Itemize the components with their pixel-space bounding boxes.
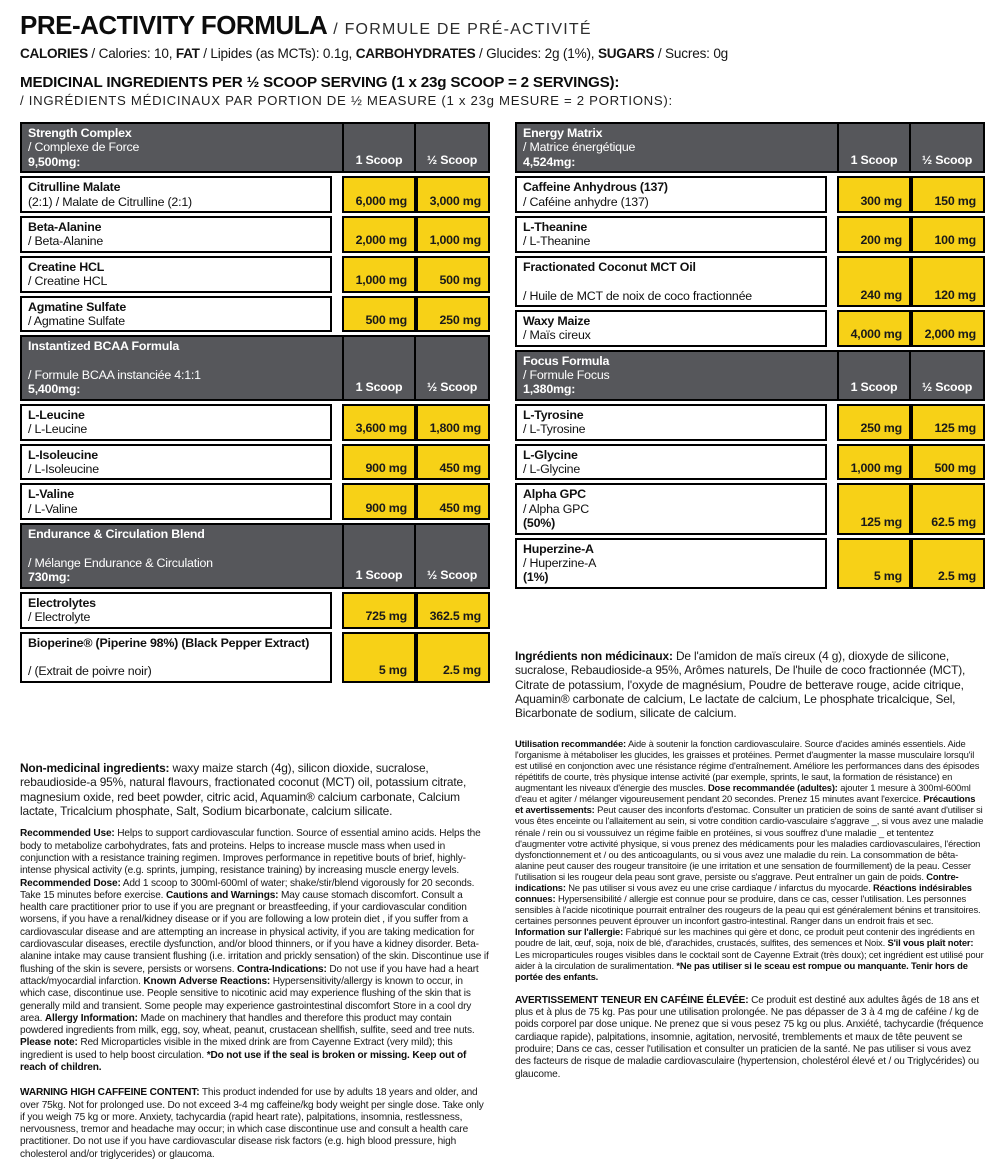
recommended-use-text: Recommended Use: Helps to support cardiovascular function. Source of essential amino acids. Helps the body to metabolize carbohydrates, fats and proteins. Helps to increase muscle mass when used in conjunction with a resistance training regimen. Improves performance in repetitive bouts of brief, highly-intense physical activity (e.g. sprints, jumping, resistance training) by increasing muscle energy levels. Recommended Dose: Add 1 scoop to 300ml-600ml of water; shake/stir/blend vigorously for 20 seconds. Take 15 minutes before exercise. Cautions and Warnings: May cause stomach discomfort. Consult a health care practitioner prior to use if you are pregnant or breastfeeding, if your cardiovascular condition worsens, if you have a renal/kidney disease or if you are following a low protein diet , if you suffer from a cardiovascular disease and are attempting an increase in physical activity, if you are taking medication for cardiovascular diseases, erectile dysfunction, and/or blood thinners, or if you have a kidney disorder. Beta-alanine intake may cause transient flushing (i.e. irritation and prickly sensation) of the skin. Discontinue use if flushing of the skin is severe, persists or worsens. Contra-Indications: Do not use if you have had a heart attack/myocardial infarction. Known Adverse Reactions: Hypersensitivity/allergy is known to occur, in which case, discontinue use. People sensitive to nicotinic acid may experience flushing of the skin that is generally mild and transient. Some people may experience gastrointestinal discomfort Store in a cool dry area. Allergy Information: Made on machinery that handles and therefore this product may contain powdered ingredients from milk, egg, soy, wheat, peanut, crustacean shellfish, sulfite, seed and tree nuts. Please note: Red Microparticles visible in the mixed drink are from Cayenne Extract (very mild); this ingredient is used to help boost circulation. *Do not use if the seal is broken or missing. Keep out of reach of children. bbox=[20, 828, 489, 1073]
column-gap bbox=[332, 296, 342, 333]
recommended-use-text-fr: Utilisation recommandée: Aide à soutenir la fonction cardiovasculaire. Source d'acides aminés essentiels. Aide l'organisme à métaboliser les glucides, les graisses et protéines. Permet d'augmenter la masse musculaire lorsqu'il est utilisé en conjonction avec une résistance régime d'entraînement. Améliore les performances dans des épisodes répétitifs de courte, très physique intense activité (par exemple, sprints, le saut, la formation de résistance) en augmentant les niveaux d'énergie des muscles. Dose recommandée (adultes): ajouter 1 mesure à 300ml-600ml d'eau et agiter / mélanger vigoureusement pendant 20 secondes. Prenez 15 minutes avant l'exercice. Précautions et avertissements: Peut causer des inconforts d'estomac. Consulter un praticien de soins de santé avant d'utiliser si vous êtes enceinte ou l'allaitement au sein, si votre condition cardio-vasculaire s'aggrave _, si vous avez une maladie rénale / rein ou si voussuivez un régime faible en protéines, si vous souffrez d'une maladie _ et tententez d'augmenter votre activité physique, si vous prenez des médicaments pour les maladies cardiovasculaires, l'érection dysfonctionnement et / ou des anticoagulants, ou si vous avez une maladie du rein. La consommation de bêta-alanine peut causer des rougeur transitoire (ie une irritation et une sensation de fourmillement) de la peau. Cesser l'utilisation si les rougeur dela peau sont grave, persiste ou s'aggrave. Peut entraîner un gain de poids. Contre-indications: Ne pas utiliser si vous avez eu une crise cardiaque / infarctus du myocarde. Réactions indésirables connues: Hypersensibilité / allergie est connue pour se produire, dans ce cas, cesser l'utilisation. Les personnes sensibles à l'acide nicotinique pourrait entraîner des rougeurs de la peau qui est généralement bénins et transitoires. certaines personnes peuvent éprouver un inconfort gastro-intestinal. Ranger dans un endroit frais et sec. Information sur l'allergie: Fabriqué sur les machines qui gère et donc, ce produit peut contenir des ingrédients en poudre de lait, œuf, soja, noix de blé, d'arachides, crustacés, sulfites, des semences et Noix. S'il vous plaît noter: Les microparticules rouges visibles dans le cocktail sont de Cayenne Extrait (très doux); cet ingrédient est utilisé pour aider à la circulation de suralimentation. *Ne pas utiliser si le sceau est rompue ou manquante. Tenir hors de portée des enfants. bbox=[515, 737, 984, 982]
one-scoop-value-cell: 200 mg bbox=[837, 216, 911, 253]
one-scoop-value-cell: 6,000 mg bbox=[342, 176, 416, 213]
one-scoop-column-header: 1 Scoop bbox=[342, 337, 414, 399]
left-column bbox=[20, 122, 490, 1161]
column-gap bbox=[332, 256, 342, 293]
right-column-paragraphs bbox=[515, 649, 985, 1081]
one-scoop-value-cell: 250 mg bbox=[837, 404, 911, 441]
half-scoop-value-cell: 500 mg bbox=[911, 444, 985, 481]
column-gap bbox=[332, 444, 342, 481]
one-scoop-column-header: 1 Scoop bbox=[837, 124, 909, 171]
half-scoop-value-cell: 362.5 mg bbox=[416, 592, 490, 629]
medicinal-ingredients-heading-en: MEDICINAL INGREDIENTS PER ½ SCOOP SERVING (1 x 23g SCOOP = 2 SERVINGS): bbox=[20, 74, 620, 91]
one-scoop-value-cell: 240 mg bbox=[837, 256, 911, 307]
one-scoop-value-cell: 5 mg bbox=[342, 632, 416, 683]
ingredient-name-cell: Creatine HCL / Creatine HCL bbox=[20, 256, 332, 293]
half-scoop-column-header: ½ Scoop bbox=[909, 352, 983, 399]
half-scoop-value-cell: 100 mg bbox=[911, 216, 985, 253]
one-scoop-column-header: 1 Scoop bbox=[342, 124, 414, 171]
ingredient-name-cell: Citrulline Malate (2:1) / Malate de Citrulline (2:1) bbox=[20, 176, 332, 213]
ingredient-name-cell: L-Valine / L-Valine bbox=[20, 483, 332, 520]
half-scoop-value-cell: 1,800 mg bbox=[416, 404, 490, 441]
title-line bbox=[20, 10, 985, 41]
one-scoop-value-cell: 2,000 mg bbox=[342, 216, 416, 253]
half-scoop-column-header: ½ Scoop bbox=[414, 124, 488, 171]
one-scoop-column-header: 1 Scoop bbox=[342, 525, 414, 587]
energy-matrix-table bbox=[515, 122, 985, 589]
column-gap bbox=[827, 538, 837, 589]
half-scoop-value-cell: 120 mg bbox=[911, 256, 985, 307]
ingredient-name-cell: Huperzine-A / Huperzine-A (1%) bbox=[515, 538, 827, 589]
half-scoop-value-cell: 62.5 mg bbox=[911, 483, 985, 534]
table-ingredient-row bbox=[20, 444, 490, 481]
table-ingredient-row bbox=[20, 592, 490, 629]
ingredient-name-cell: Instantized BCAA Formula / Formule BCAA instanciée 4:1:1 5,400mg: bbox=[28, 339, 201, 397]
ingredient-name-cell: Endurance & Circulation Blend / Mélange Endurance & Circulation 730mg: bbox=[28, 527, 213, 585]
table-ingredient-row bbox=[515, 216, 985, 253]
column-gap bbox=[827, 310, 837, 347]
ingredient-name-cell: Waxy Maize / Maïs cireux bbox=[515, 310, 827, 347]
ingredient-name-cell: L-Tyrosine / L-Tyrosine bbox=[515, 404, 827, 441]
table-section-header-row bbox=[515, 350, 985, 401]
half-scoop-value-cell: 450 mg bbox=[416, 483, 490, 520]
one-scoop-value-cell: 1,000 mg bbox=[837, 444, 911, 481]
half-scoop-column-header: ½ Scoop bbox=[414, 337, 488, 399]
half-scoop-value-cell: 125 mg bbox=[911, 404, 985, 441]
table-ingredient-row bbox=[515, 256, 985, 307]
ingredient-name-cell: Focus Formula / Formule Focus 1,380mg: bbox=[523, 353, 610, 397]
column-gap bbox=[827, 444, 837, 481]
column-gap bbox=[827, 483, 837, 534]
medicinal-ingredients-heading-fr: / INGRÉDIENTS MÉDICINAUX PAR PORTION DE ½ MEASURE (1 x 23g MESURE = 2 PORTIONS): bbox=[20, 93, 673, 108]
one-scoop-value-cell: 500 mg bbox=[342, 296, 416, 333]
table-section-header-row bbox=[20, 523, 490, 589]
table-ingredient-row bbox=[515, 176, 985, 213]
ingredient-name-cell: L-Glycine / L-Glycine bbox=[515, 444, 827, 481]
half-scoop-value-cell: 500 mg bbox=[416, 256, 490, 293]
half-scoop-value-cell: 250 mg bbox=[416, 296, 490, 333]
non-medicinal-ingredients-text: Non-medicinal ingredients: waxy maize starch (4g), silicon dioxide, sucralose, rebaudioside-a 95%, natural flavours, fractionated coconut (MCT) oil, potassium citrate, magnesium oxide, red beet powder, citric acid, Aquamin® calcium carbonate, Calcium lactate, Tricalcium phosphate, Salt, Sodium bicarbonate, calcium silicate. bbox=[20, 760, 467, 818]
one-scoop-value-cell: 125 mg bbox=[837, 483, 911, 534]
table-ingredient-row bbox=[20, 256, 490, 293]
one-scoop-value-cell: 5 mg bbox=[837, 538, 911, 589]
table-ingredient-row bbox=[20, 404, 490, 441]
table-ingredient-row bbox=[20, 632, 490, 683]
caffeine-warning-text-en: WARNING HIGH CAFFEINE CONTENT: This product indended for use by adults 18 years and older, and over 75kg. Not for prolonged use. Do not exceed 3-4 mg caffeine/kg body weight per single dose. Take only if you weigh 75 kg or more. Anxiety, tachycardia (rapid heart rate), palpitations, insomnia, restlessness, nervousness, tremor and headache may occur; in which case discontinue use and consult a health care practitioner. Do not use if you have cardiovascular disease risk factors (e.g. high blood pressure, high cholesterol and/or triglycerides) or glaucoma. bbox=[20, 1087, 484, 1160]
column-gap bbox=[332, 216, 342, 253]
column-gap bbox=[827, 404, 837, 441]
column-gap bbox=[332, 483, 342, 520]
one-scoop-value-cell: 300 mg bbox=[837, 176, 911, 213]
ingredient-name-cell: Fractionated Coconut MCT Oil / Huile de MCT de noix de coco fractionnée bbox=[515, 256, 827, 307]
half-scoop-value-cell: 450 mg bbox=[416, 444, 490, 481]
ingredient-name-cell: L-Leucine / L-Leucine bbox=[20, 404, 332, 441]
table-ingredient-row bbox=[20, 296, 490, 333]
content-columns bbox=[20, 122, 985, 1161]
column-gap bbox=[827, 256, 837, 307]
table-section-header-row bbox=[20, 335, 490, 401]
medicinal-ingredients-heading bbox=[20, 74, 985, 108]
one-scoop-value-cell: 725 mg bbox=[342, 592, 416, 629]
page-title: PRE-ACTIVITY FORMULA bbox=[20, 10, 328, 40]
ingredient-name-cell: Strength Complex / Complexe de Force 9,500mg: bbox=[28, 126, 140, 169]
half-scoop-column-header: ½ Scoop bbox=[909, 124, 983, 171]
ingredient-name-cell: Alpha GPC / Alpha GPC (50%) bbox=[515, 483, 827, 534]
right-column bbox=[515, 122, 985, 1081]
half-scoop-value-cell: 2.5 mg bbox=[416, 632, 490, 683]
column-gap bbox=[332, 404, 342, 441]
ingredient-name-cell: L-Theanine / L-Theanine bbox=[515, 216, 827, 253]
one-scoop-value-cell: 1,000 mg bbox=[342, 256, 416, 293]
table-section-header-row bbox=[20, 122, 490, 173]
ingredient-name-cell: Agmatine Sulfate / Agmatine Sulfate bbox=[20, 296, 332, 333]
table-ingredient-row bbox=[20, 176, 490, 213]
table-ingredient-row bbox=[515, 404, 985, 441]
half-scoop-value-cell: 3,000 mg bbox=[416, 176, 490, 213]
table-section-header-row bbox=[515, 122, 985, 173]
one-scoop-value-cell: 3,600 mg bbox=[342, 404, 416, 441]
one-scoop-column-header: 1 Scoop bbox=[837, 352, 909, 399]
half-scoop-value-cell: 150 mg bbox=[911, 176, 985, 213]
table-ingredient-row bbox=[515, 538, 985, 589]
half-scoop-value-cell: 2.5 mg bbox=[911, 538, 985, 589]
half-scoop-column-header: ½ Scoop bbox=[414, 525, 488, 587]
table-ingredient-row bbox=[515, 310, 985, 347]
column-gap bbox=[332, 176, 342, 213]
one-scoop-value-cell: 900 mg bbox=[342, 483, 416, 520]
half-scoop-value-cell: 1,000 mg bbox=[416, 216, 490, 253]
ingredient-name-cell: Energy Matrix / Matrice énergétique 4,524mg: bbox=[523, 126, 636, 169]
ingredient-name-cell: Beta-Alanine / Beta-Alanine bbox=[20, 216, 332, 253]
caffeine-warning-text-fr: AVERTISSEMENT TENEUR EN CAFÉINE ÉLEVÉE: Ce produit est destiné aux adultes âgés de 18 ans et plus et à plus de 75 kg. Pas pour une utilisation prolongée. Ne pas dépasser de 3 à 4 mg de caféine / kg de poids corporel par dose unique. Ne prenez que si vous pesez 75 kg ou plus. Anxiété, tachycardie (fréquence cardiaque rapide), palpitations, insomnie, agitation, nervosité, tremblements et maux de tête peuvent se produire; Dans ce cas, cesser l'utilisation et consulter un praticien de la santé. Ne pas utiliser si vous avez des facteurs de risque de maladie cardiovasculaire (hypertension, cholestérol élevé et / ou Triglycérides) ou glaucome. bbox=[515, 994, 984, 1080]
nutrition-summary-line: CALORIES / Calories: 10, FAT / Lipides (as MCTs): 0.1g, CARBOHYDRATES / Glucides: 2g (1%), SUGARS / Sucres: 0g bbox=[20, 46, 729, 61]
one-scoop-value-cell: 4,000 mg bbox=[837, 310, 911, 347]
half-scoop-value-cell: 2,000 mg bbox=[911, 310, 985, 347]
page-title-french: / FORMULE DE PRÉ-ACTIVITÉ bbox=[333, 21, 592, 38]
ingredient-name-cell: Electrolytes / Electrolyte bbox=[20, 592, 332, 629]
table-ingredient-row bbox=[20, 216, 490, 253]
ingredient-name-cell: Bioperine® (Piperine 98%) (Black Pepper Extract) / (Extrait de poivre noir) bbox=[20, 632, 332, 683]
table-ingredient-row bbox=[515, 444, 985, 481]
ingredient-name-cell: L-Isoleucine / L-Isoleucine bbox=[20, 444, 332, 481]
strength-complex-table bbox=[20, 122, 490, 683]
non-medicinal-ingredients-text-fr: Ingrédients non médicinaux: De l'amidon de maïs cireux (4 g), dioxyde de silicone, sucralose, Rebaudioside-a 95%, Arômes naturels, De l'huile de coco fractionnée (MCT), Citrate de potassium, l'oxyde de magnésium, Poudre de betterave rouge, acide citrique, Aquamin® carbonate de calcium, Le lactate de calcium, Le phosphate tricalcique, Sel, Bicarbonate de sodium, silicate de calcium. bbox=[515, 648, 966, 721]
table-ingredient-row bbox=[20, 483, 490, 520]
left-column-paragraphs bbox=[20, 761, 490, 1161]
column-gap bbox=[827, 176, 837, 213]
column-gap bbox=[332, 632, 342, 683]
table-ingredient-row bbox=[515, 483, 985, 534]
column-gap bbox=[332, 592, 342, 629]
column-gap bbox=[827, 216, 837, 253]
one-scoop-value-cell: 900 mg bbox=[342, 444, 416, 481]
ingredient-name-cell: Caffeine Anhydrous (137) / Caféine anhydre (137) bbox=[515, 176, 827, 213]
